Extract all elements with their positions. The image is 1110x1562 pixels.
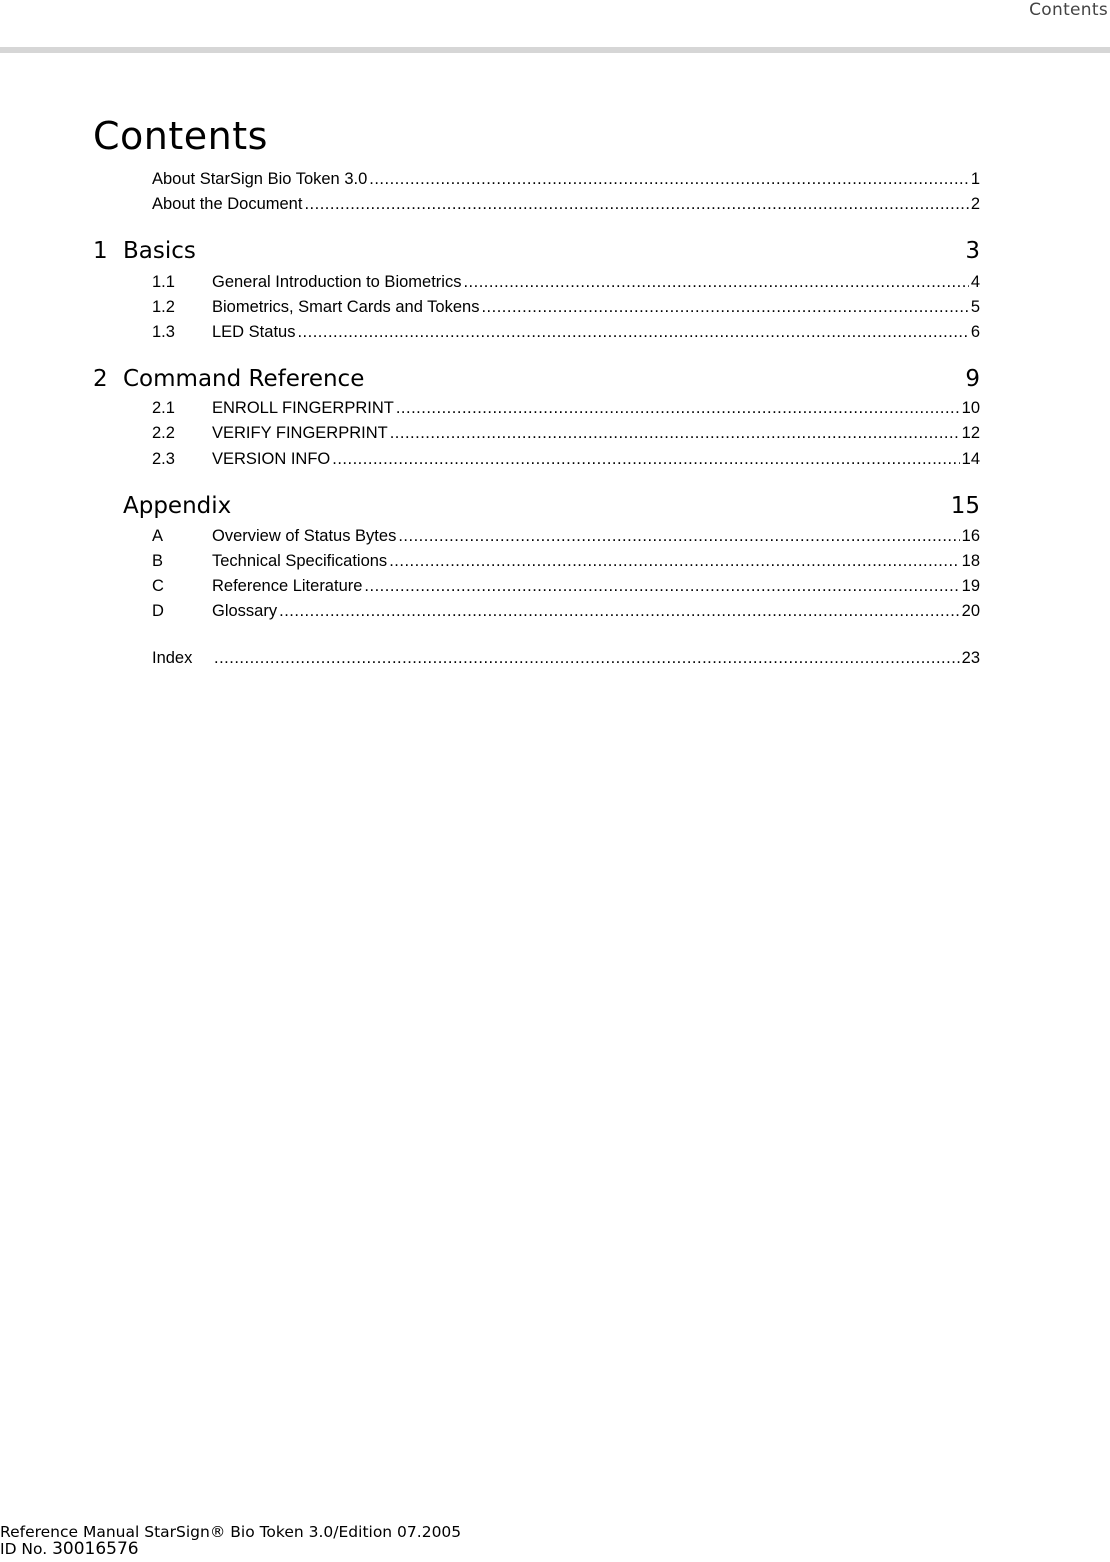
section-number: 1.1 <box>152 273 175 291</box>
toc-entry-2-2[interactable] <box>152 424 980 448</box>
section-number: B <box>152 552 164 570</box>
chapter-title: Basics <box>123 238 196 264</box>
toc-entry-page: 23 <box>961 649 980 667</box>
leader-dots <box>369 170 969 189</box>
toc-entry-page: 14 <box>961 450 980 468</box>
leader-dots <box>332 450 959 469</box>
toc-entry-page: 18 <box>961 552 980 570</box>
toc-entry-2-3[interactable] <box>152 450 980 474</box>
toc-entry-b[interactable] <box>152 552 980 576</box>
leader-dots <box>389 552 959 571</box>
toc-entry-index[interactable] <box>152 649 980 673</box>
toc-entry-text: VERIFY FINGERPRINT <box>212 424 388 442</box>
leader-dots <box>279 602 960 621</box>
toc-entry-1-2[interactable] <box>152 298 980 322</box>
section-number: C <box>152 577 164 595</box>
leader-dots <box>297 323 968 342</box>
toc-entry-page: 6 <box>970 323 980 341</box>
toc-chapter-appendix[interactable] <box>93 493 980 523</box>
toc-entry-text: Biometrics, Smart Cards and Tokens <box>212 298 480 316</box>
chapter-page: 3 <box>965 238 980 264</box>
leader-dots <box>304 195 968 214</box>
leader-dots <box>481 298 968 317</box>
toc-entry-page: 2 <box>970 195 980 213</box>
toc-chapter-command-reference[interactable] <box>93 366 980 396</box>
toc-entry-about-token[interactable] <box>152 170 980 194</box>
toc-entry-page: 10 <box>961 399 980 417</box>
section-number: 2.1 <box>152 399 175 417</box>
chapter-number: 1 <box>93 238 108 264</box>
toc-entry-text: General Introduction to Biometrics <box>212 273 462 291</box>
toc-entry-text: About the Document <box>152 195 303 213</box>
section-number: 2.2 <box>152 424 175 442</box>
toc-entry-page: 12 <box>961 424 980 442</box>
toc-entry-text: Technical Specifications <box>212 552 388 570</box>
chapter-title: Command Reference <box>123 366 365 392</box>
leader-dots <box>364 577 959 596</box>
footer-id-label: ID No. <box>0 1540 53 1558</box>
toc-entry-page: 16 <box>961 527 980 545</box>
chapter-number: 2 <box>93 366 108 392</box>
page-footer <box>0 1524 461 1558</box>
toc-entry-about-document[interactable] <box>152 195 980 219</box>
section-number: D <box>152 602 164 620</box>
toc-entry-1-3[interactable] <box>152 323 980 347</box>
toc-entry-page: 4 <box>970 273 980 291</box>
toc-entry-page: 1 <box>970 170 980 188</box>
toc-entry-text: LED Status <box>212 323 296 341</box>
leader-dots <box>398 527 959 546</box>
leader-dots <box>214 649 960 668</box>
footer-id-number: 30016576 <box>52 1539 139 1559</box>
toc-entry-text: Glossary <box>212 602 278 620</box>
chapter-page: 15 <box>950 493 980 519</box>
toc-entry-page: 19 <box>961 577 980 595</box>
section-number: A <box>152 527 164 545</box>
header-rule <box>0 47 1110 53</box>
section-number: 1.2 <box>152 298 175 316</box>
toc-entry-d[interactable] <box>152 602 980 626</box>
footer-edition: Reference Manual StarSign® Bio Token 3.0/Edition 07.2005 <box>0 1523 462 1541</box>
leader-dots <box>390 424 960 443</box>
toc-entry-text: Overview of Status Bytes <box>212 527 397 545</box>
toc-entry-1-1[interactable] <box>152 273 980 297</box>
toc-entry-text: Reference Literature <box>212 577 363 595</box>
leader-dots <box>396 399 960 418</box>
page-title: Contents <box>93 114 268 158</box>
running-header: Contents <box>1029 0 1108 20</box>
section-number: 1.3 <box>152 323 175 341</box>
leader-dots <box>463 273 968 292</box>
toc-entry-text: VERSION INFO <box>212 450 331 468</box>
toc-entry-page: 20 <box>961 602 980 620</box>
chapter-title: Appendix <box>123 493 232 519</box>
toc-entry-text: About StarSign Bio Token 3.0 <box>152 170 368 188</box>
footer-id <box>0 1541 461 1558</box>
toc-chapter-basics[interactable] <box>93 238 980 268</box>
toc-entry-c[interactable] <box>152 577 980 601</box>
toc-entry-text: ENROLL FINGERPRINT <box>212 399 394 417</box>
section-number: 2.3 <box>152 450 175 468</box>
toc-entry-2-1[interactable] <box>152 399 980 423</box>
toc-entry-page: 5 <box>970 298 980 316</box>
chapter-page: 9 <box>965 366 980 392</box>
toc-entry-a[interactable] <box>152 527 980 551</box>
toc-entry-text: Index <box>152 649 193 667</box>
